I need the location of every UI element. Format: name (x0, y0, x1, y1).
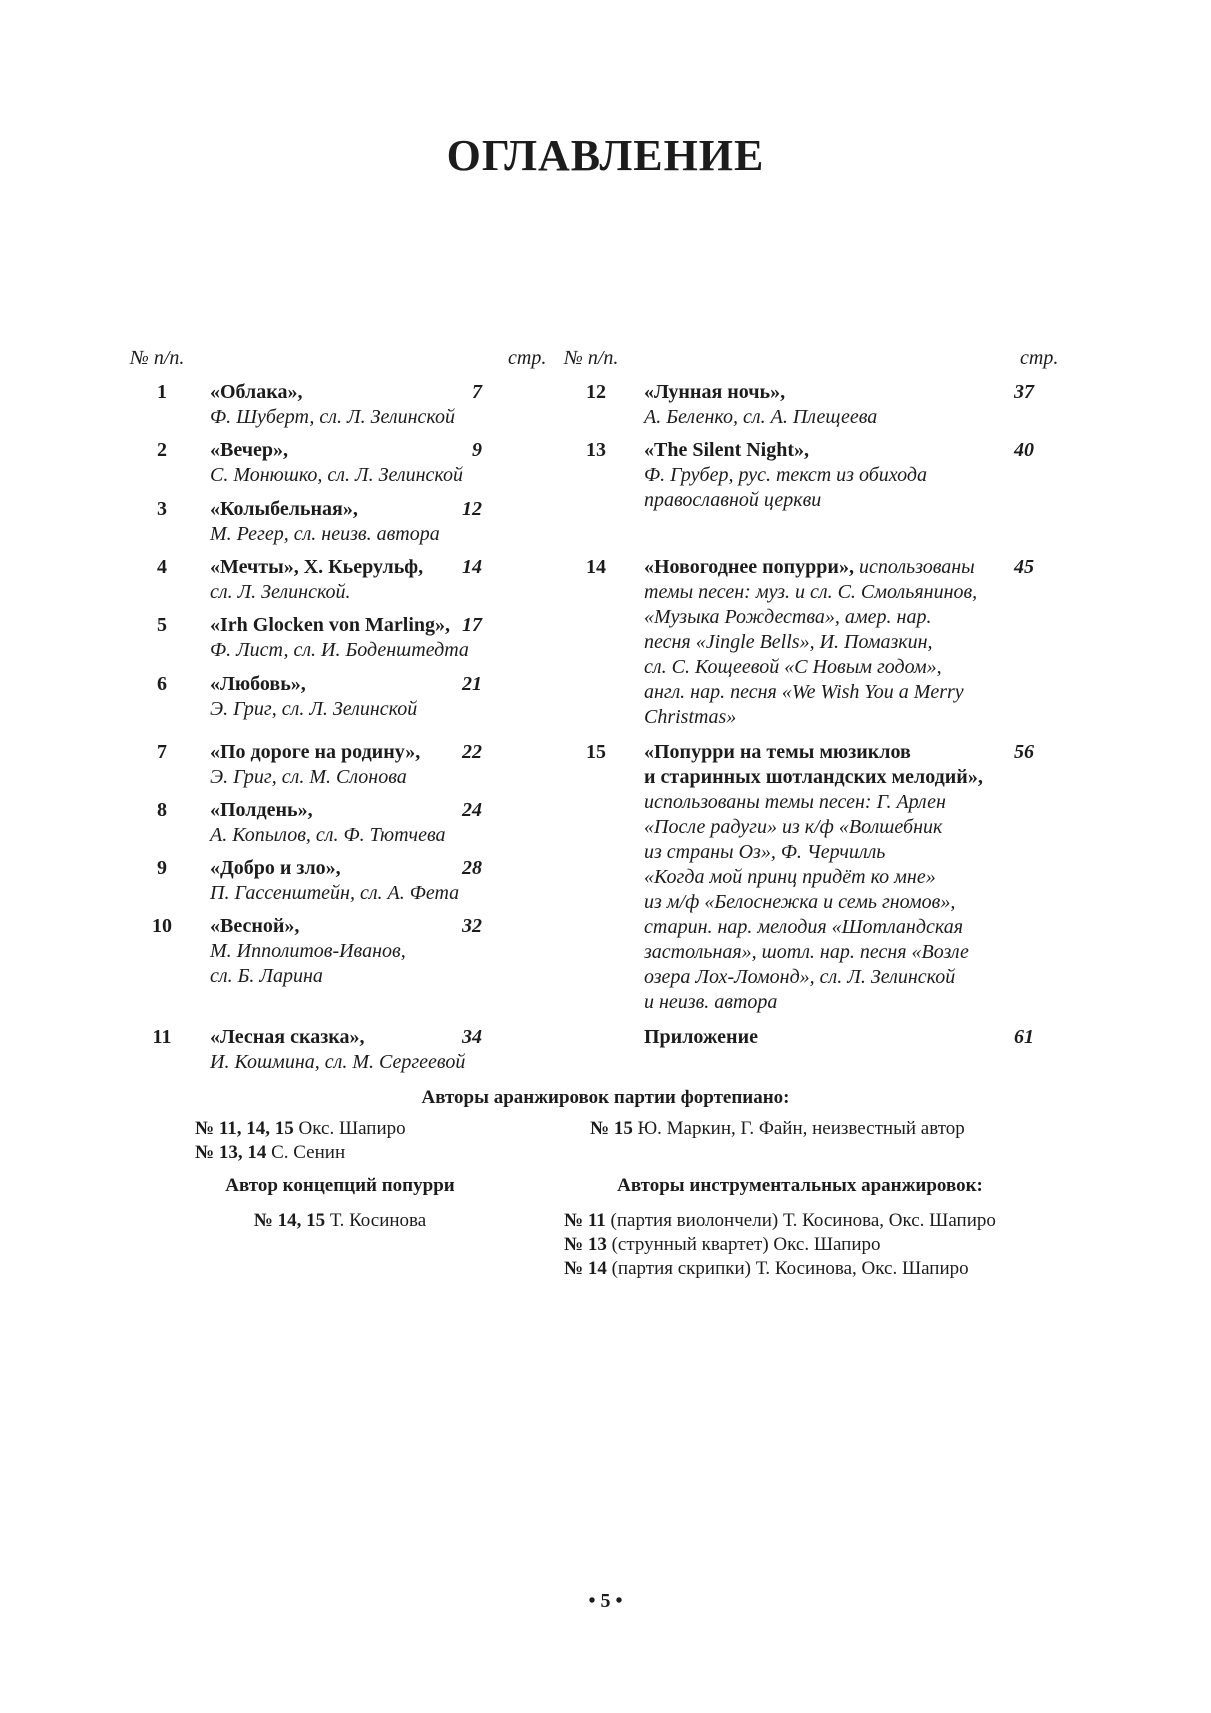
entry-page: 56 (1014, 741, 1034, 763)
entry-authors: «Музыка Рождества», амер. нар. (644, 606, 932, 628)
entry-number: 12 (586, 381, 606, 403)
entry-authors: И. Кошмина, сл. М. Сергеевой (210, 1051, 466, 1073)
entry-authors: Э. Григ, сл. М. Слонова (210, 766, 407, 788)
entry-title: «Полдень», (210, 799, 313, 821)
entry-page: 34 (462, 1026, 482, 1048)
entry-authors: озера Лох-Ломонд», сл. Л. Зелинской (644, 966, 956, 988)
entry-authors: сл. Л. Зелинской. (210, 581, 351, 603)
arranger-names: (партия виолончели) Т. Косинова, Окс. Шапиро (605, 1210, 996, 1231)
entry-number: 13 (586, 439, 606, 461)
entry-title: «Колыбельная», (210, 498, 358, 520)
instrumental-arrangers-heading: Авторы инструментальных аранжировок: (617, 1175, 983, 1196)
entry-title: «Добро и зло», (210, 857, 341, 879)
entry-authors: темы песен: муз. и сл. С. Смольянинов, (644, 581, 978, 603)
entry-page: 24 (462, 799, 482, 821)
entry-page: 61 (1014, 1026, 1034, 1048)
entry-authors: сл. С. Кощеевой «С Новым годом», (644, 656, 942, 678)
entry-page: 7 (472, 381, 482, 403)
entry-page: 32 (462, 915, 482, 937)
entry-number: 11 (152, 1026, 172, 1048)
entry-title-rest: использованы (853, 556, 975, 578)
entry-authors: А. Копылов, сл. Ф. Тютчева (210, 824, 446, 846)
entry-page: 9 (472, 439, 482, 461)
entry-number: 14 (586, 556, 606, 578)
entry-number: 9 (157, 857, 167, 879)
entry-authors: Christmas» (644, 706, 737, 728)
entry-authors: Ф. Лист, сл. И. Боденштедта (210, 639, 469, 661)
arranger-nums: № 13 (564, 1234, 607, 1255)
entry-page: 12 (462, 498, 482, 520)
arranger-nums: № 15 (590, 1118, 633, 1139)
arranger-nums: № 14, 15 (253, 1210, 326, 1231)
arranger-names: Т. Косинова (325, 1210, 427, 1231)
right-num-header: № п/п. (564, 347, 619, 369)
arranger-names: Окс. Шапиро (293, 1118, 406, 1139)
entry-authors: сл. Б. Ларина (210, 965, 323, 987)
entry-authors: М. Регер, сл. неизв. автора (210, 523, 440, 545)
entry-authors: использованы темы песен: Г. Арлен (644, 791, 946, 813)
piano-arrangers-heading: Авторы аранжировок партии фортепиано: (421, 1087, 790, 1108)
entry-authors: А. Беленко, сл. А. Плещеева (644, 406, 878, 428)
entry-title-line2: и старинных шотландских мелодий», (644, 766, 983, 788)
entry-authors: «После радуги» из к/ф «Волшебник (644, 816, 943, 838)
entry-number: 5 (157, 614, 167, 636)
arranger-nums: № 13, 14 (195, 1142, 267, 1163)
entry-number: 2 (157, 439, 167, 461)
concept-author-heading: Автор концепций попурри (225, 1175, 455, 1196)
entry-authors: Ф. Грубер, рус. текст из обихода (644, 464, 928, 486)
entry-authors: англ. нар. песня «We Wish You a Merry (644, 681, 964, 703)
right-page-header: стр. (1020, 347, 1059, 369)
entry-authors: и неизв. автора (644, 991, 778, 1013)
arranger-names: (струнный квартет) Окс. Шапиро (606, 1234, 881, 1255)
entry-title: «Irh Glocken von Marling», (210, 614, 451, 636)
entry-number: 7 (157, 741, 167, 763)
entry-number: 10 (152, 915, 172, 937)
entry-page: 28 (462, 857, 482, 879)
arranger-nums: № 11, 14, 15 (195, 1118, 294, 1139)
entry-authors: Ф. Шуберт, сл. Л. Зелинской (210, 406, 455, 428)
entry-number: 6 (157, 673, 167, 695)
entry-title: Приложение (644, 1026, 758, 1048)
concept-author (140, 1209, 540, 1233)
instrumental-arrangers (564, 1209, 996, 1281)
entry-title: «Облака», (210, 381, 303, 403)
entry-title: «Лунная ночь», (644, 381, 786, 403)
entry-authors: М. Ипполитов-Иванов, (210, 940, 406, 962)
entry-page: 22 (462, 741, 482, 763)
piano-arrangers-right (590, 1117, 965, 1141)
entry-number: 15 (586, 741, 606, 763)
left-num-header: № п/п. (130, 347, 185, 369)
page-title: ОГЛАВЛЕНИЕ (446, 131, 765, 180)
entry-authors: С. Монюшко, сл. Л. Зелинской (210, 464, 463, 486)
entry-title: «The Silent Night», (644, 439, 810, 461)
left-page-header: стр. (508, 347, 547, 369)
entry-title: «По дороге на родину», (210, 741, 421, 763)
entry-number: 8 (157, 799, 167, 821)
entry-authors: православной церкви (644, 489, 822, 511)
entry-title: «Попурри на темы мюзиклов (644, 741, 911, 763)
entry-title: «Вечер», (210, 439, 288, 461)
page-number: • 5 • (588, 1590, 623, 1612)
arranger-nums: № 14 (564, 1258, 607, 1279)
entry-number: 4 (157, 556, 167, 578)
entry-page: 21 (462, 673, 482, 695)
entry-authors: застольная», шотл. нар. песня «Возле (644, 941, 969, 963)
arranger-names: (партия скрипки) Т. Косинова, Окс. Шапиро (606, 1258, 969, 1279)
entry-page: 17 (462, 614, 482, 636)
entry-number: 3 (157, 498, 167, 520)
entry-page: 40 (1014, 439, 1034, 461)
entry-page: 45 (1014, 556, 1034, 578)
entry-page: 37 (1014, 381, 1034, 403)
arranger-nums: № 11 (564, 1210, 606, 1231)
entry-title: «Лесная сказка», (210, 1026, 365, 1048)
entry-page: 14 (462, 556, 482, 578)
entry-title: «Новогоднее попурри», (644, 556, 854, 578)
arranger-names: С. Сенин (266, 1142, 346, 1163)
entry-authors: старин. нар. мелодия «Шотландская (644, 916, 964, 938)
entry-title: «Мечты», Х. Кьерульф, (210, 556, 424, 578)
entry-authors: Э. Григ, сл. Л. Зелинской (210, 698, 418, 720)
arranger-names: Ю. Маркин, Г. Файн, неизвестный автор (632, 1118, 965, 1139)
entry-title: «Весной», (210, 915, 300, 937)
entry-authors: песня «Jingle Bells», И. Помазкин, (644, 631, 933, 653)
entry-authors: из страны Оз», Ф. Черчилль (644, 841, 886, 863)
entry-number: 1 (157, 381, 167, 403)
entry-authors: из м/ф «Белоснежка и семь гномов», (644, 891, 956, 913)
entry-title: «Любовь», (210, 673, 306, 695)
piano-arrangers-left (195, 1117, 406, 1165)
entry-authors: П. Гассенштейн, сл. А. Фета (210, 882, 460, 904)
entry-authors: «Когда мой принц придёт ко мне» (644, 866, 936, 888)
